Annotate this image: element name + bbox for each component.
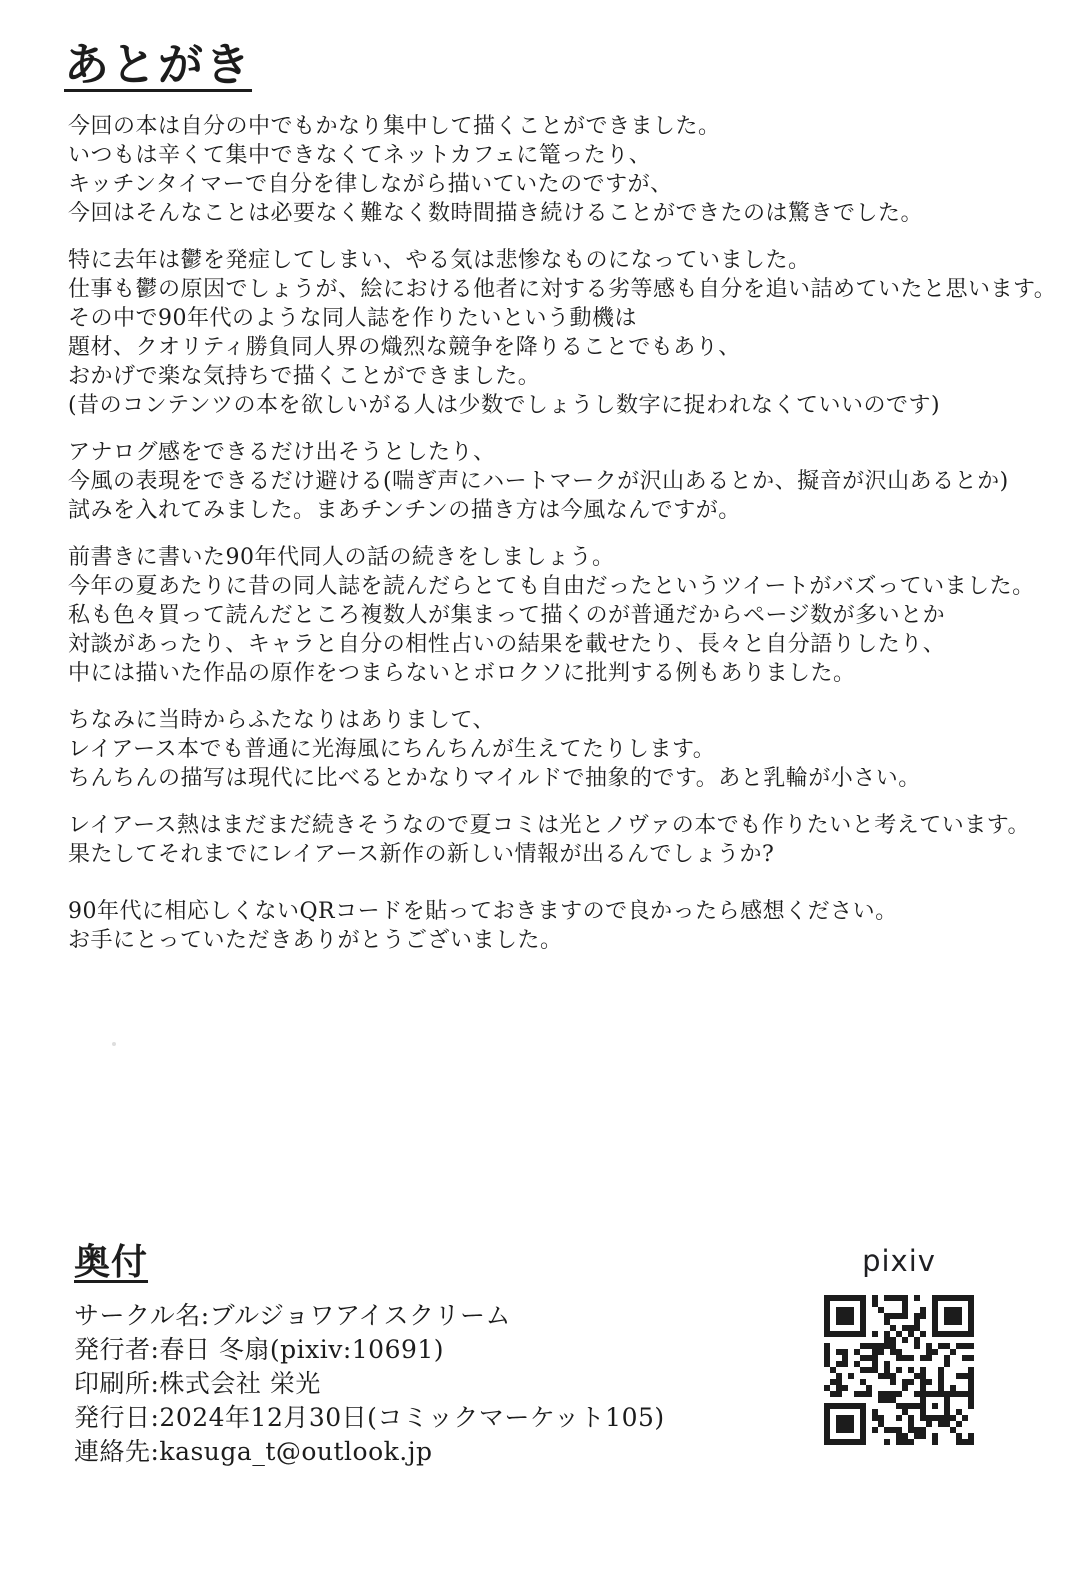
text-line: 果たしてそれまでにレイアース新作の新しい情報が出るんでしょうか? [68, 842, 775, 867]
text-line: ちなみに当時からふたなりはありまして、 [68, 708, 496, 733]
afterword-paragraph [68, 438, 1068, 525]
text-line: レイアース熱はまだまだ続きそうなので夏コミは光とノヴァの本でも作りたいと考えています。 [68, 813, 1031, 838]
colophon-section [74, 1234, 665, 1469]
text-line: 今回の本は自分の中でもかなり集中して描くことができました。 [68, 114, 721, 139]
pixiv-label: pixiv [862, 1244, 936, 1278]
text-line: 私も色々買って読んだところ複数人が集まって描くのが普通だからページ数が多いとか [68, 603, 946, 628]
pixiv-qr-code-icon [824, 1295, 974, 1445]
page-title: あとがき [64, 38, 253, 91]
colophon-entry: 発行日:2024年12月30日(コミックマーケット105) [74, 1403, 665, 1432]
text-line: 中には描いた作品の原作をつまらないとボロクソに批判する例もありました。 [68, 661, 856, 686]
colophon-entry: 連絡先:kasuga_t@outlook.jp [74, 1437, 433, 1466]
scan-speck [112, 1042, 116, 1046]
afterword-paragraph [68, 246, 1068, 420]
text-line: いつもは辛くて集中できなくてネットカフェに篭ったり、 [68, 143, 652, 168]
text-line: 90年代に相応しくないQRコードを貼っておきますので良かったら感想ください。 [68, 899, 898, 924]
text-line: 仕事も鬱の原因でしょうが、絵における他者に対する劣等感も自分を追い詰めていたと思います。 [68, 277, 1057, 302]
afterword-paragraph [68, 897, 1068, 955]
text-line: 今回はそんなことは必要なく難なく数時間描き続けることができたのは驚きでした。 [68, 201, 924, 226]
text-line: ちんちんの描写は現代に比べるとかなりマイルドで抽象的です。あと乳輪が小さい。 [68, 766, 921, 791]
afterword-body [68, 112, 1068, 973]
colophon-entry: 印刷所:株式会社 栄光 [74, 1369, 321, 1398]
text-line: 今風の表現をできるだけ避ける(喘ぎ声にハートマークが沢山あるとか、擬音が沢山あるとか) [68, 469, 1009, 494]
text-line: その中で90年代のような同人誌を作りたいという動機は [68, 306, 637, 331]
text-line: キッチンタイマーで自分を律しながら描いていたのですが、 [68, 172, 673, 197]
text-line: 題材、クオリティ勝負同人界の熾烈な競争を降りることでもあり、 [68, 335, 741, 360]
afterword-paragraph [68, 543, 1068, 688]
colophon-entries [74, 1299, 665, 1469]
text-line: 対談があったり、キャラと自分の相性占いの結果を載せたり、長々と自分語りしたり、 [68, 632, 946, 657]
colophon-entry: サークル名:ブルジョワアイスクリーム [74, 1301, 512, 1330]
text-line: 前書きに書いた90年代同人の話の続きをしましょう。 [68, 545, 615, 570]
colophon-entry: 発行者:春日 冬扇(pixiv:10691) [74, 1335, 445, 1364]
text-line: (昔のコンテンツの本を欲しいがる人は少数でしょうし数字に捉われなくていいのです) [68, 393, 941, 418]
text-line: 特に去年は鬱を発症してしまい、やる気は悲惨なものになっていました。 [68, 248, 811, 273]
pixiv-qr-block [824, 1244, 974, 1445]
colophon-title: 奥付 [74, 1241, 149, 1283]
text-line: レイアース本でも普通に光海風にちんちんが生えてたりします。 [68, 737, 716, 762]
afterword-paragraph [68, 706, 1068, 793]
text-line: アナログ感をできるだけ出そうとしたり、 [68, 440, 496, 465]
afterword-paragraph [68, 811, 1068, 869]
text-line: おかげで楽な気持ちで描くことができました。 [68, 364, 541, 389]
afterword-paragraph [68, 112, 1068, 228]
text-line: 今年の夏あたりに昔の同人誌を読んだらとても自由だったというツイートがバズっていました。 [68, 574, 1035, 599]
text-line: 試みを入れてみました。まあチンチンの描き方は今風なんですが。 [68, 498, 741, 523]
text-line: お手にとっていただきありがとうございました。 [68, 928, 563, 953]
